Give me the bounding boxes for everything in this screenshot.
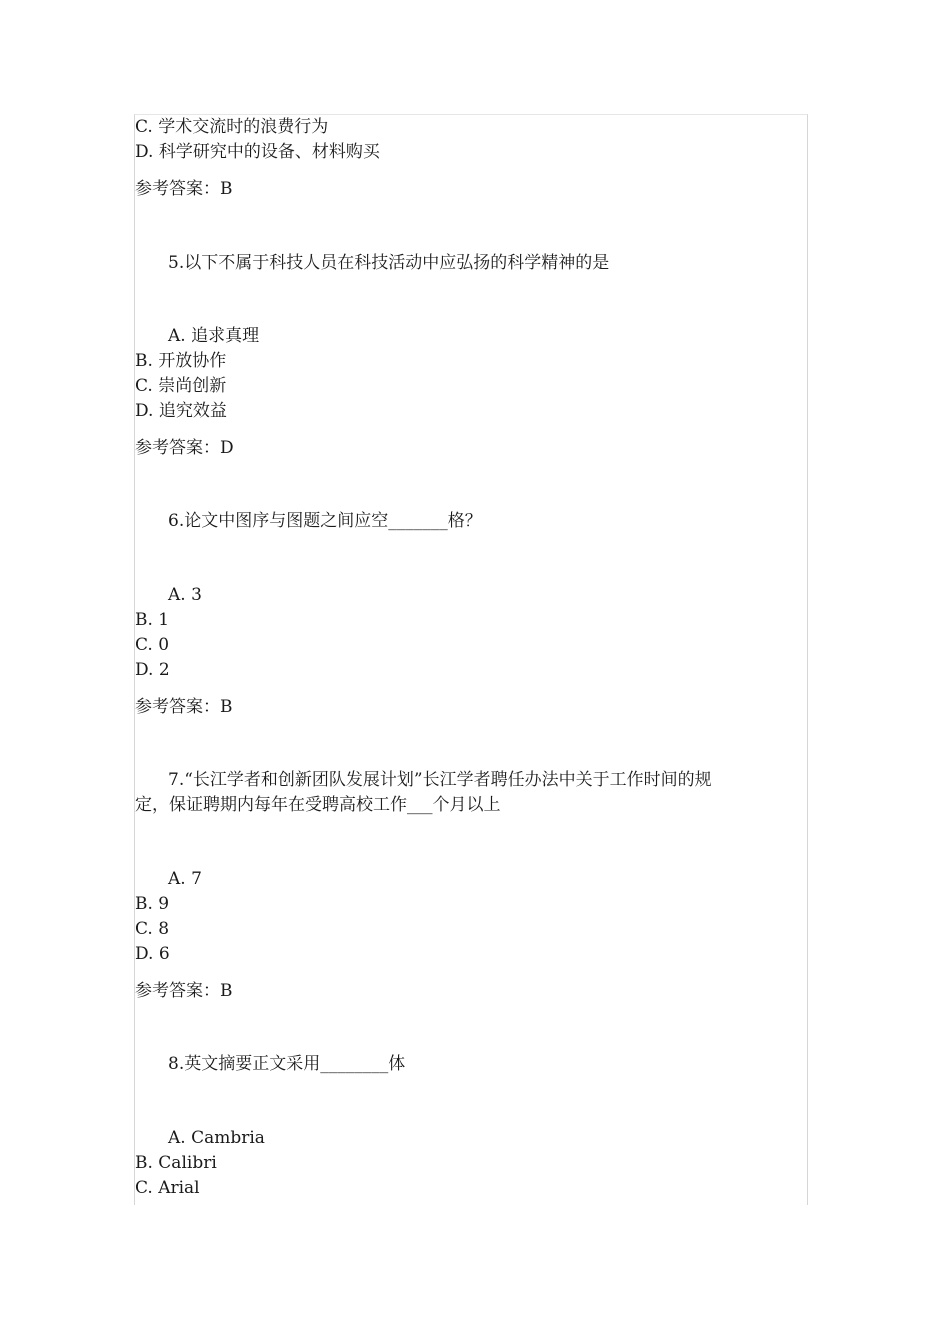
answer-text: 参考答案：B	[135, 179, 233, 199]
option-b: B. Calibri	[135, 1153, 217, 1173]
question-stem-line1: 7.“长江学者和创新团队发展计划”长江学者聘任办法中关于工作时间的规	[168, 770, 712, 790]
option-d: D. 2	[135, 660, 170, 680]
page-frame	[134, 114, 808, 1205]
question-stem: 5.以下不属于科技人员在科技活动中应弘扬的科学精神的是	[168, 253, 610, 273]
answer-text: 参考答案：B	[135, 981, 233, 1001]
answer-text: 参考答案：D	[135, 438, 234, 458]
option-c: C. 崇尚创新	[135, 376, 227, 396]
question-stem-line2: 定，保证聘期内每年在受聘高校工作___个月以上	[135, 795, 501, 815]
option-a: A. Cambria	[168, 1128, 265, 1148]
option-b: B. 9	[135, 894, 170, 914]
option-d: D. 追究效益	[135, 401, 227, 421]
question-stem: 6.论文中图序与图题之间应空_______格？	[168, 511, 482, 531]
answer-text: 参考答案：B	[135, 697, 233, 717]
option-c: C. Arial	[135, 1178, 200, 1198]
option-b: B. 1	[135, 610, 170, 630]
option-d: D. 6	[135, 944, 170, 964]
question-stem: 8.英文摘要正文采用________体	[168, 1054, 406, 1074]
option-b: B. 开放协作	[135, 351, 227, 371]
option-c: C. 8	[135, 919, 170, 939]
option-a: A. 追求真理	[168, 326, 260, 346]
option-c: C. 0	[135, 635, 170, 655]
option-d: D. 科学研究中的设备、材料购买	[135, 142, 380, 162]
option-a: A. 7	[168, 869, 202, 889]
option-a: A. 3	[168, 585, 202, 605]
option-c: C. 学术交流时的浪费行为	[135, 117, 329, 137]
